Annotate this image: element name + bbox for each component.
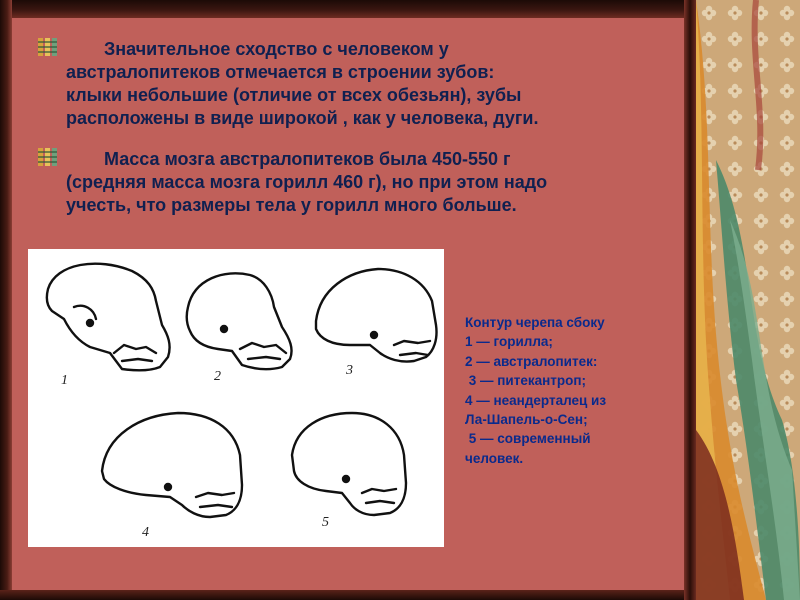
- skull-outline-icon: [187, 273, 292, 369]
- caption-line: Контур черепа сбоку: [465, 315, 605, 330]
- paragraph-line: Масса мозга австралопитеков была 450-550 г: [104, 149, 511, 169]
- caption-line: 1 — горилла;: [465, 334, 553, 350]
- caption-line: Ла-Шапель-о-Сен;: [465, 412, 588, 428]
- frame-left: [0, 0, 12, 600]
- paragraph-brain-mass: [66, 148, 547, 217]
- caption-line: 4 — неандерталец из: [465, 392, 607, 408]
- skull-outline-icon: [316, 269, 437, 362]
- paragraph-line: австралопитеков отмечается в строении зубов:: [66, 62, 495, 82]
- paragraph-line: (средняя масса мозга горилл 460 г), но при этом надо: [66, 172, 548, 192]
- figure-caption: [465, 313, 675, 468]
- paragraph-teeth: [66, 38, 538, 130]
- bullet-ornament-icon: [36, 36, 60, 58]
- decorative-pattern-graphic: [696, 0, 800, 600]
- caption-line: 5 — современный: [465, 431, 591, 447]
- paragraph-line: Значительное сходство с человеком у: [104, 39, 449, 59]
- skull-outline-icon: [47, 264, 170, 371]
- skull-label-1: 1: [61, 373, 68, 388]
- skull-label-2: 2: [214, 369, 221, 384]
- paragraph-line: клыки небольшие (отличие от всех обезьян), зубы: [66, 85, 522, 105]
- skull-label-5: 5: [322, 515, 329, 530]
- frame-right: [684, 0, 696, 600]
- bullet-ornament-icon: [36, 146, 60, 168]
- decorative-side-panel: [696, 0, 800, 600]
- skull-outlines-figure: [28, 249, 444, 547]
- skull-outline-icon: [292, 413, 406, 515]
- paragraph-line: учесть, что размеры тела у горилл много больше.: [66, 195, 517, 215]
- caption-line: 2 — австралопитек:: [465, 353, 598, 369]
- skull-label-3: 3: [346, 363, 353, 378]
- frame-top: [0, 0, 690, 18]
- paragraph-line: расположены в виде широкой , как у человека, дуги.: [66, 108, 539, 128]
- caption-line: 3 — питекантроп;: [465, 373, 587, 389]
- caption-line: человек.: [465, 450, 524, 466]
- skull-outline-icon: [102, 413, 242, 517]
- frame-bottom: [0, 590, 690, 600]
- skull-label-4: 4: [142, 525, 149, 540]
